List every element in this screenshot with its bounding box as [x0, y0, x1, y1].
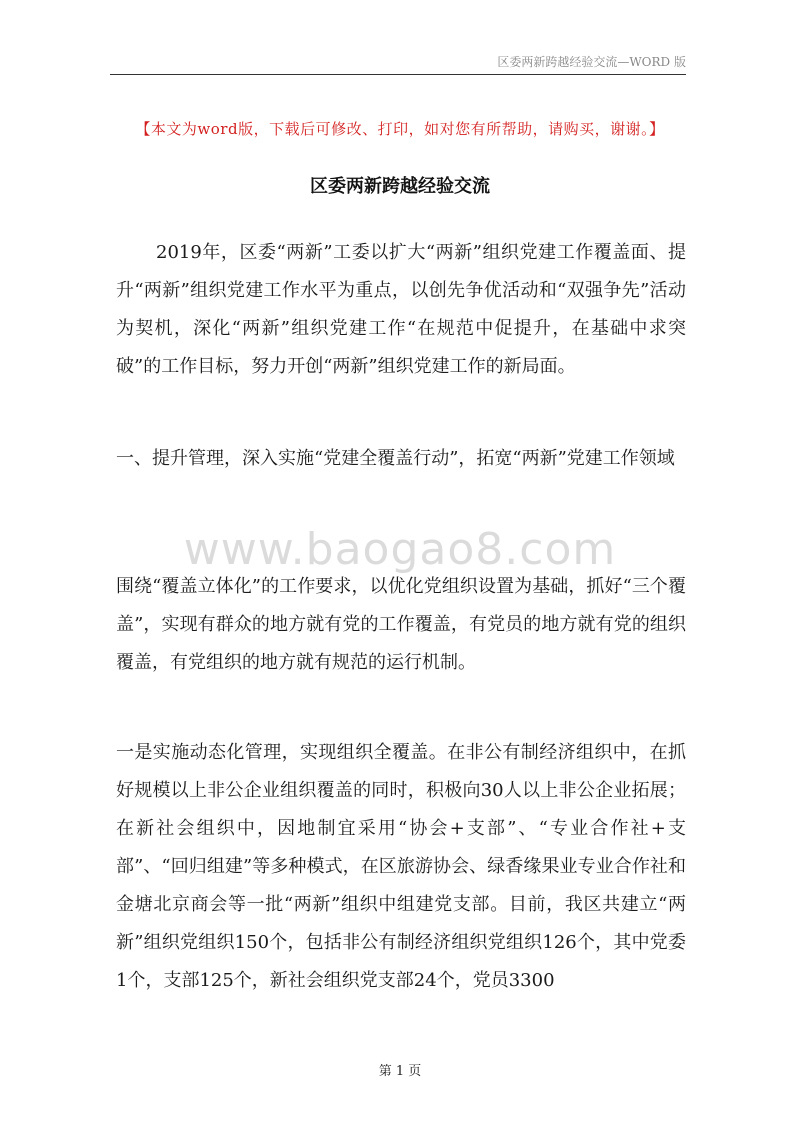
purchase-notice: 【本文为word版，下载后可修改、打印，如对您有所帮助，请购买，谢谢。】: [135, 120, 665, 138]
document-title: 区委两新跨越经验交流: [310, 176, 490, 197]
section-heading: 一、提升管理，深入实施“党建全覆盖行动”，拓宽“两新”党建工作领域: [116, 448, 675, 469]
page-footer: [0, 1060, 800, 1079]
page-number: 第 1 页: [378, 1064, 422, 1079]
body-paragraph: 一是实施动态化管理，实现组织全覆盖。在非公有制经济组织中，在抓好规模以上非公企业组织覆盖的同时，积极向30人以上非公企业拓展；在新社会组织中，因地制宜采用“协会+支部”、“专业合作社+支部”、“回归组建”等多种模式，在区旅游协会、绿香缘果业专业合作社和金塘北京商会等一批“两新”组织中组建党支部。目前，我区共建立“两新”组织党组织150个，包括非公有制经济组织党组织126个，其中党委1个，支部125个，新社会组织党支部24个，党员3300: [116, 742, 686, 991]
running-header: [110, 52, 686, 75]
body-paragraph: 围绕“覆盖立体化”的工作要求，以优化党组织设置为基础，抓好“三个覆盖”，实现有群众的地方就有党的工作覆盖，有党员的地方就有党的组织覆盖，有党组织的地方就有规范的运行机制。: [116, 576, 686, 673]
watermark: www.baogao8.com: [183, 524, 617, 575]
running-title: 区委两新跨越经验交流—WORD 版: [497, 55, 686, 69]
intro-paragraph: 2019年，区委“两新”工委以扩大“两新”组织党建工作覆盖面、提升“两新”组织党建工作水平为重点，以创先争优活动和“双强争先”活动为契机，深化“两新”组织党建工作“在规范中促提升，在基础中求突破”的工作目标，努力开创“两新”组织党建工作的新局面。: [116, 242, 686, 377]
